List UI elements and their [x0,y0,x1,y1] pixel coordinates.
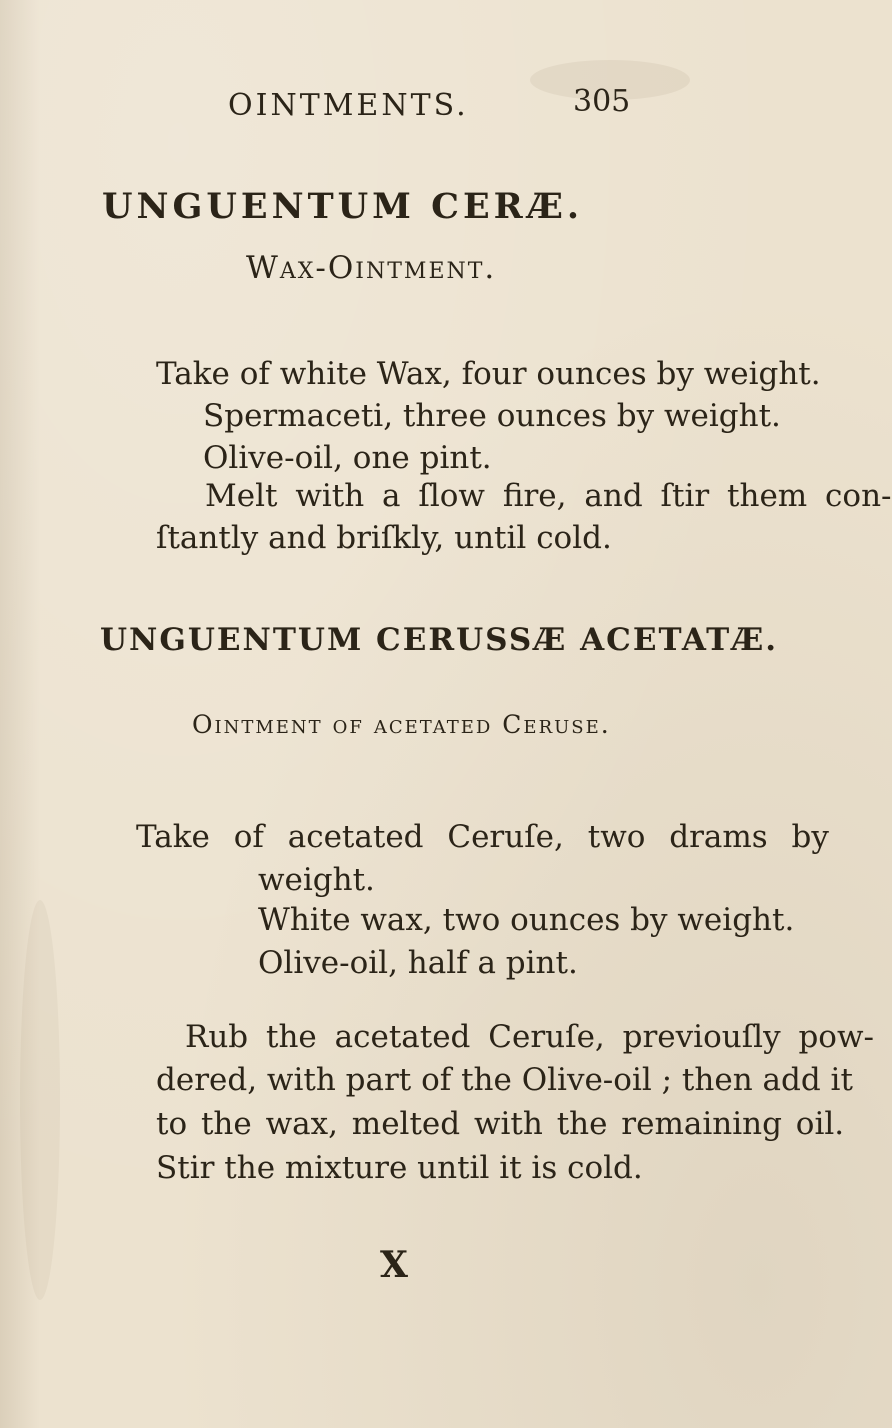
section-subtitle: Ointment of acetated Ceruse. [192,710,611,739]
directions-line: to the wax, melted with the remaining oil. [156,1106,845,1142]
ingredient-line: Spermaceti, three ounces by weight. [203,398,781,434]
ingredient-line: Take of acetated Ceruſe, two drams by [136,819,829,855]
paper-stain [20,900,60,1300]
ingredient-line: White wax, two ounces by weight. [258,902,795,938]
section-subtitle: Wax-Ointment. [246,250,497,286]
section-title: UNGUENTUM CERÆ. [102,186,584,227]
directions-line: Rub the acetated Ceruſe, previouſly pow- [185,1019,874,1055]
signature-mark: X [380,1244,408,1286]
ingredient-line: Take of white Wax, four ounces by weight. [156,356,821,392]
ingredient-line: Olive-oil, one pint. [203,440,492,476]
directions-line: ſtantly and briſkly, until cold. [156,520,612,556]
directions-line: dered, with part of the Olive-oil ; then add it [156,1062,853,1098]
ingredient-line: weight. [258,862,375,898]
page-number: 305 [573,84,631,119]
ingredient-line: Olive-oil, half a pint. [258,945,578,981]
directions-line: Melt with a ſlow fire, and ſtir them con- [205,478,892,514]
running-head: OINTMENTS. [228,88,469,123]
directions-line: Stir the mixture until it is cold. [156,1150,643,1186]
section-title: UNGUENTUM CERUSSÆ ACETATÆ. [100,622,779,658]
